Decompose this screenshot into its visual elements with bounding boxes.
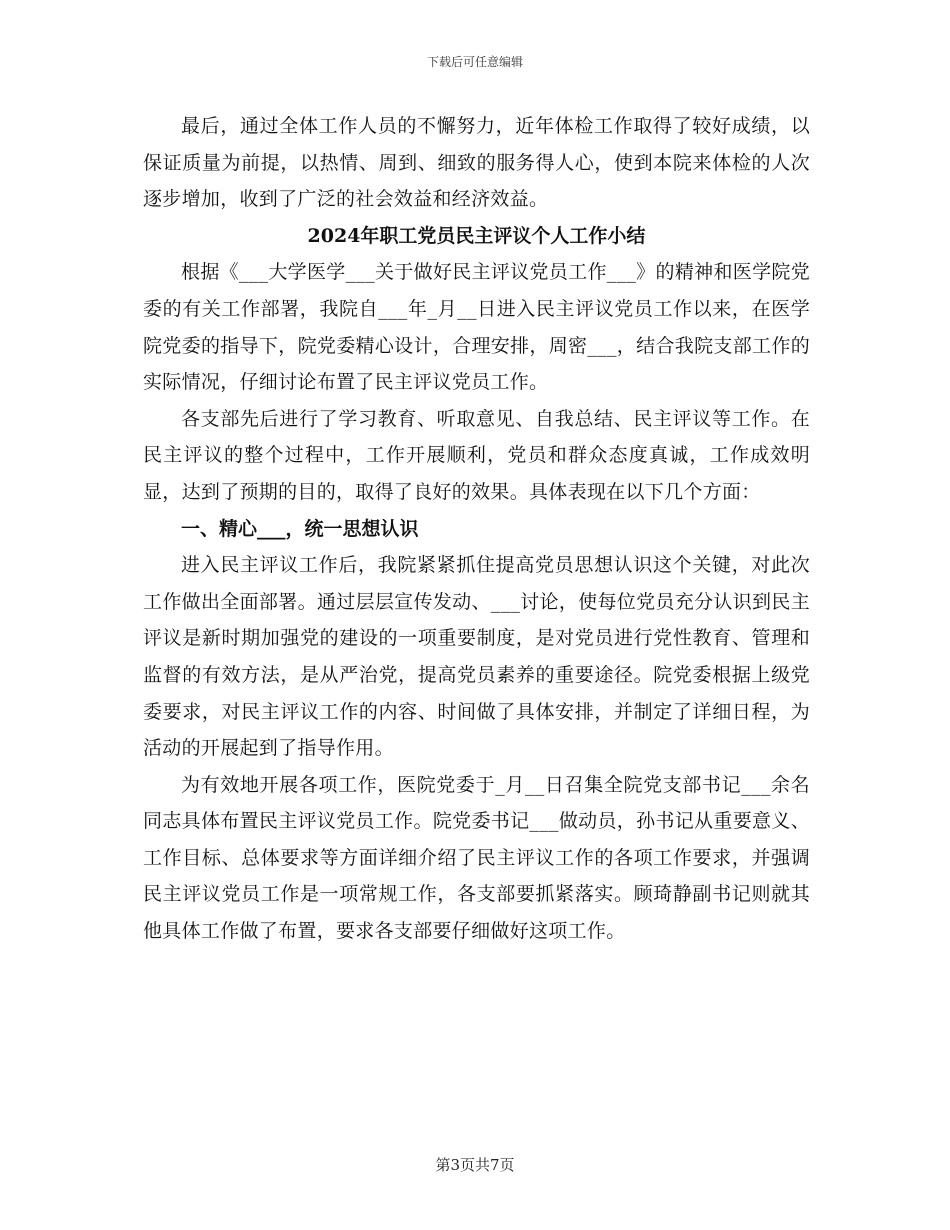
intro-paragraph: 最后，通过全体工作人员的不懈努力，近年体检工作取得了较好成绩，以保证质量为前提，以热情、周到、细致的服务得人心，使到本院来体检的人次逐步增加，收到了广泛的社会效益和经济效益。 [143,115,810,211]
section-paragraph: 进入民主评议工作后，我院紧紧抓住提高党员思想认识这个关键，对此次工作做出全面部署。通过层层宣传发动、___讨论，使每位党员充分认识到民主评议是新时期加强党的建设的一项重要制度，是对党员进行党性教育、管理和监督的有效方法，是从严治党，提高党员素养的重要途径。院党委根据上级党委要求，对民主评议工作的内容、时间做了具体安排，并制定了详细日程，为活动的开展起到了指导作用。 [143,554,810,760]
page-header-note: 下载后可任意编辑 [426,55,523,69]
document-body [143,108,810,950]
body-paragraph: 各支部先后进行了学习教育、听取意见、自我总结、民主评议等工作。在民主评议的整个过程中，工作开展顺利，党员和群众态度真诚，工作成效明显，达到了预期的目的，取得了良好的效果。具体表现在以下几个方面： [143,407,810,503]
page-number: 第3页共7页 [435,1156,515,1174]
body-paragraph: 根据《___大学医学___关于做好民主评议党员工作___》的精神和医学院党委的有关工作部署，我院自___年_月__日进入民主评议党员工作以来，在医学院党委的指导下，院党委精心设计，合理安排，周密___，结合我院支部工作的实际情况，仔细讨论布置了民主评议党员工作。 [143,261,810,394]
section-heading: 一、精心___，统一思想认识 [181,517,419,540]
document-title: 2024年职工党员民主评议个人工作小结 [307,224,646,247]
section-paragraph: 为有效地开展各项工作，医院党委于_月__日召集全院党支部书记___余名同志具体布置民主评议党员工作。院党委书记___做动员，孙书记从重要意义、工作目标、总体要求等方面详细介绍了民主评议工作的各项工作要求，并强调民主评议党员工作是一项常规工作，各支部要抓紧落实。顾琦静副书记则就其他具体工作做了布置，要求各支部要仔细做好这项工作。 [143,773,810,943]
